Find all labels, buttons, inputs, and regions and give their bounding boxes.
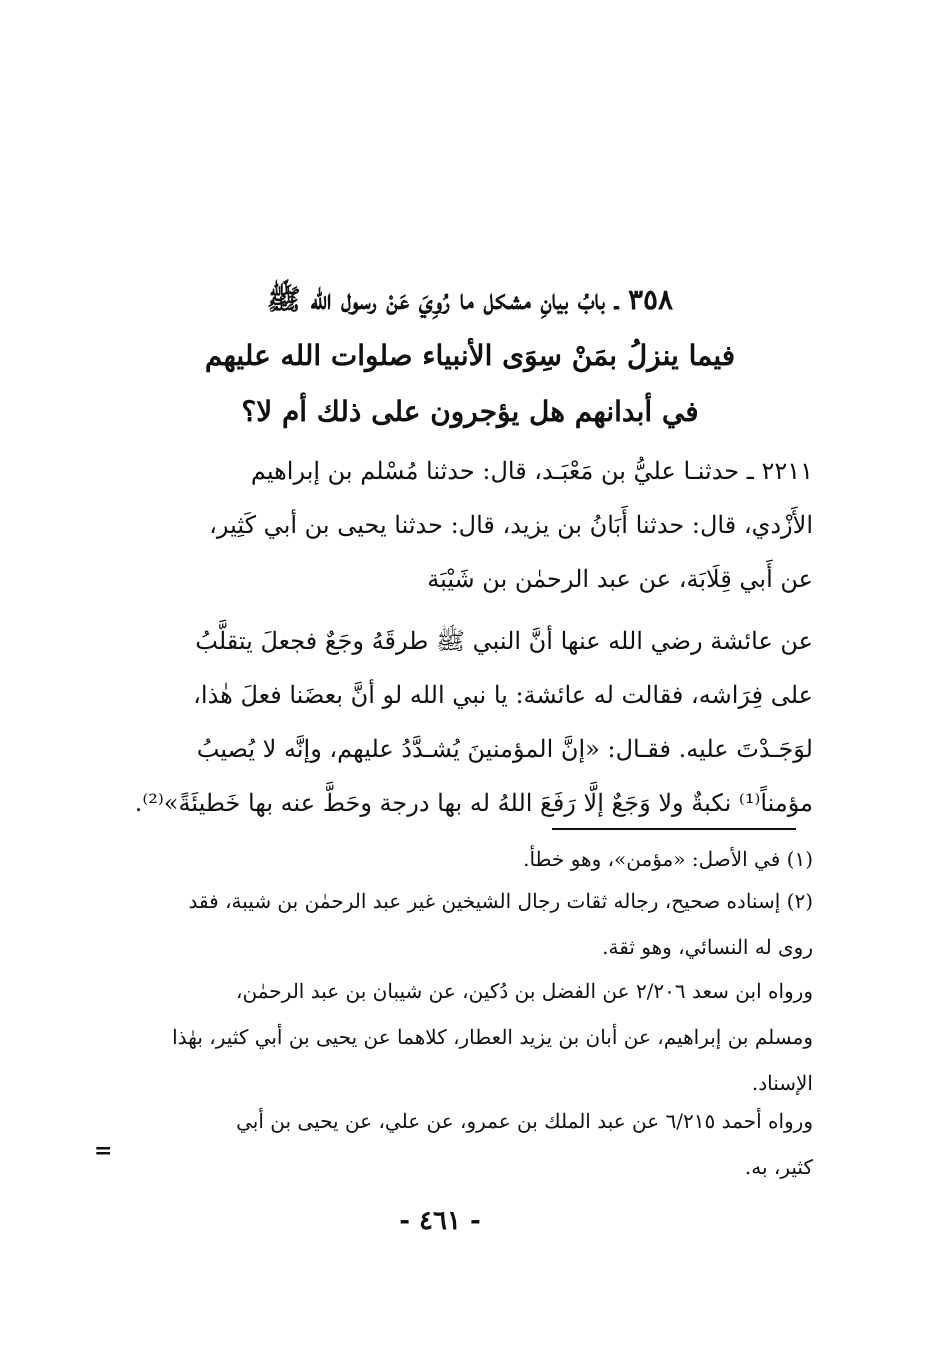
page-number: - ٤٦١ - xyxy=(399,1206,481,1236)
matn-line: لوَجَـدْتَ عليه. فقـال: «إنَّ المؤمنينَ يُشـدَّدُ عليهم، وإنَّه لا يُصيبُ xyxy=(196,735,813,763)
footnote-line: ومسلم بن إبراهيم، عن أبان بن يزيد العطار، كلاهما عن يحيى بن أبي كثير، بهٰذا xyxy=(172,1025,813,1049)
isnad-line: عن أَبي قِلَابَة، عن عبد الرحمٰن بن شَيْبَة xyxy=(427,565,813,593)
hadith-isnad xyxy=(113,444,813,606)
footnote-line: الإسناد. xyxy=(751,1071,813,1095)
footnote-2 xyxy=(109,878,813,970)
footnote-line: ورواه ابن سعد ٢/٢٠٦ عن الفضل بن دُكين، عن شيبان بن عبد الرحمٰن، xyxy=(236,979,813,1003)
footnote-2-continued xyxy=(109,968,813,1106)
hadith-matn xyxy=(113,614,813,830)
chapter-heading-line-1: ٣٥٨ ـ بابُ بيانِ مشكل ما رُوِيَ عَنْ رسول الله ﷺ xyxy=(266,283,674,316)
isnad-line: الأَزْدي، قال: حدثنا أَبَانُ بن يزيد، قال: حدثنا يحيى بن أبي كَثِير، xyxy=(209,511,813,539)
footnote-1 xyxy=(109,836,813,882)
footnote-line: ورواه أحمد ٦/٢١٥ عن عبد الملك بن عمرو، عن علي، عن يحيى بن أبي xyxy=(236,1109,813,1133)
isnad-line: ٢٢١١ ـ حدثنـا عليُّ بن مَعْبَـد، قال: حدثنا مُسْلم بن إبراهيم xyxy=(250,457,813,485)
matn-line: على فِرَاشه، فقالت له عائشة: يا نبي الله لو أنَّ بعضَنا فعلَ هٰذا، xyxy=(193,681,813,709)
matn-line: عن عائشة رضي الله عنها أنَّ النبي ﷺ طرقَهُ وجَعٌ فجعلَ يتقلَّبُ xyxy=(195,627,813,655)
footnote-line: (٢) إسناده صحيح، رجاله ثقات رجال الشيخين غير عبد الرحمٰن بن شيبة، فقد xyxy=(188,889,813,913)
chapter-heading-line-3: في أبدانهم هل يؤجرون على ذلك أم لا؟ xyxy=(241,395,699,428)
continuation-mark: = xyxy=(94,1138,113,1164)
footnote-line: روى له النسائي، وهو ثقة. xyxy=(602,935,813,959)
footnote-line: كثير، به. xyxy=(744,1155,813,1179)
chapter-heading-line-2: فيما ينزلُ بمَنْ سِوَى الأنبياء صلوات الله عليهم xyxy=(204,339,736,372)
footnote-line: (١) في الأصل: «مؤمن»، وهو خطأ. xyxy=(523,847,813,871)
footnote-divider xyxy=(552,828,796,830)
footnote-2-continued-2 xyxy=(109,1098,813,1190)
matn-line: مؤمناً⁽¹⁾ نكبةٌ ولا وَجَعٌ إلَّا رَفَعَ اللهُ له بها درجة وحَطَّ عنه بها خَطيئَةً»⁽²⁾. xyxy=(134,789,813,817)
